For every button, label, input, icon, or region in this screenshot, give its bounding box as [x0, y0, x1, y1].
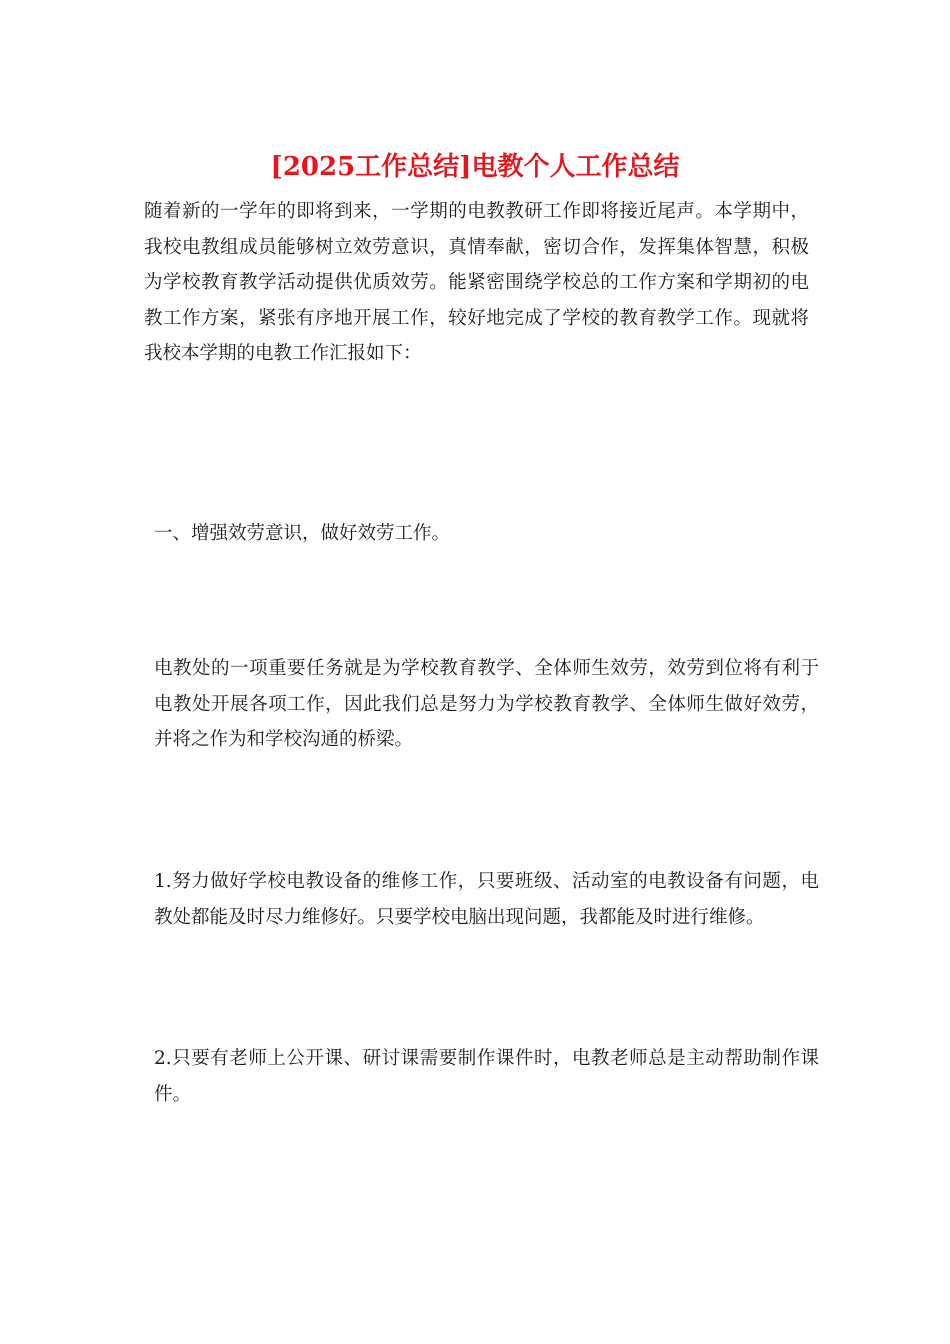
- section-1-paragraph: 电教处的一项重要任务就是为学校教育教学、全体师生效劳，效劳到位将有利于电教处开展各项工作，因此我们总是努力为学校教育教学、全体师生做好效劳，并将之作为和学校沟通的桥梁。: [154, 658, 819, 750]
- list-item-1: 1.努力做好学校电教设备的维修工作，只要班级、活动室的电教设备有问题，电教处都能及时尽力维修好。只要学校电脑出现问题，我都能及时进行维修。: [154, 871, 819, 928]
- section-heading-1: 一、增强效劳意识，做好效劳工作。: [154, 523, 451, 544]
- list-item-2: 2.只要有老师上公开课、研讨课需要制作课件时，电教老师总是主动帮助制作课件。: [154, 1048, 819, 1105]
- intro-paragraph: 随着新的一学年的即将到来，一学期的电教教研工作即将接近尾声。本学期中，我校电教组成员能够树立效劳意识，真情奉献，密切合作，发挥集体智慧，积极为学校教育教学活动提供优质效劳。能紧密围绕学校总的工作方案和学期初的电教工作方案，紧张有序地开展工作，较好地完成了学校的教育教学工作。现就将我校本学期的电教工作汇报如下：: [144, 201, 809, 364]
- document-title: [2025工作总结]电教个人工作总结: [270, 152, 680, 182]
